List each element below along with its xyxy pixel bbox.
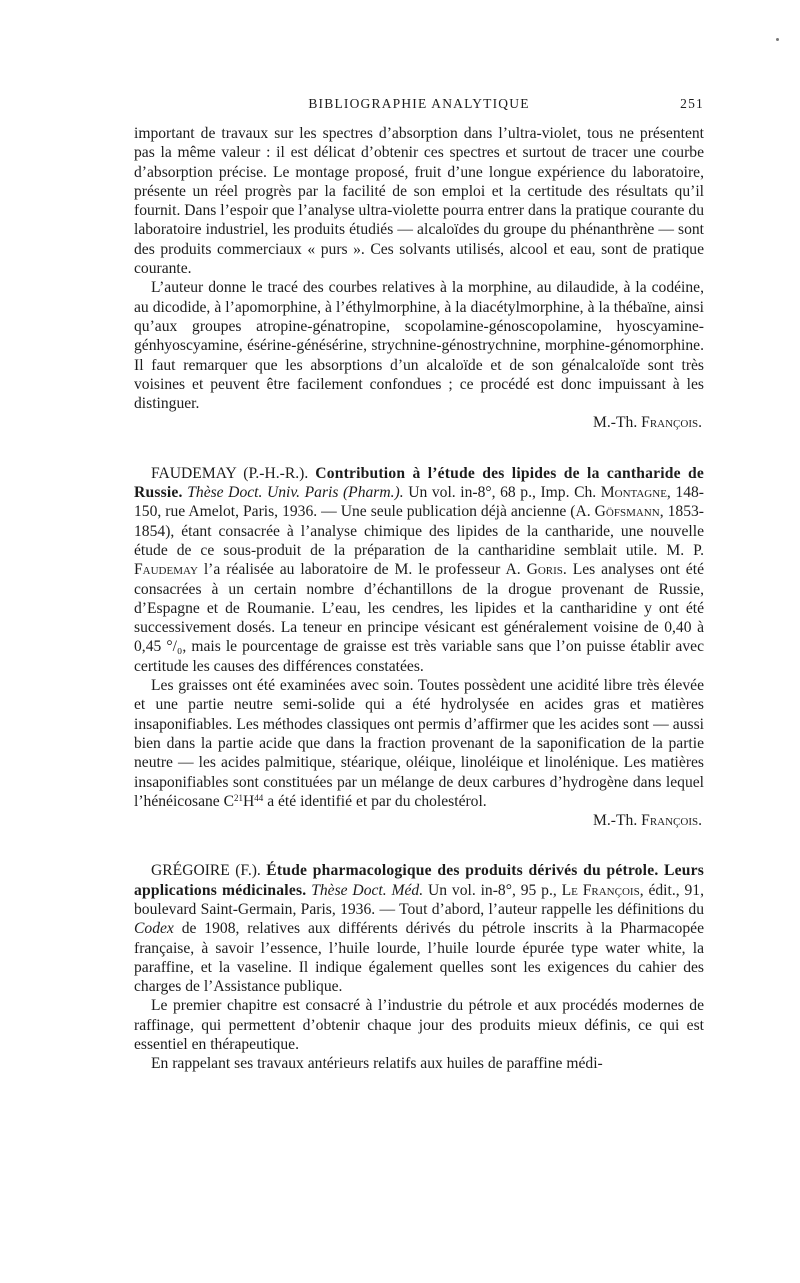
entry-thesis: Thèse Doct. Univ. Paris (Pharm.). xyxy=(187,484,404,502)
text-run: a été identifié et par du cholestérol. xyxy=(263,792,487,810)
entry-thesis: Thèse Doct. Méd. xyxy=(311,881,424,899)
text-run: de 1908, relatives aux différents dérivés du pétrole inscrits à la Pharmacopée française, à savoir l’essence, l’huile lourde, l’huile lourde épurée type water white, la paraffine, et la vaseline. Il indique également quelles sont les exigences du cahier des charges de l’Assistance publique. xyxy=(134,920,704,996)
running-header xyxy=(134,94,704,116)
review-continued xyxy=(134,124,704,433)
printer-name: Montagne, xyxy=(600,484,671,502)
cited-author: Göfsmann, xyxy=(594,503,664,521)
text-run: l’a réalisée au laboratoire de M. le professeur A. xyxy=(203,561,521,579)
page-number: 251 xyxy=(680,96,704,111)
review-gregoire xyxy=(134,861,704,1073)
text-run: édit., 91, boulevard Saint-Germain, Paris, 1936. — Tout d’abord, l’auteur rappelle les définitions du xyxy=(134,881,705,918)
text-run: Les graisses ont été examinées avec soin. Toutes possèdent une acidité libre très élevée et une partie neutre semi-solide qui a été hydrolysée en acides gras et matières insaponifiables. Les méthodes classiques ont permis d’affirmer que les acides sont — aussi bien dans la partie acide que dans la fraction provenant de la saponification de la partie neutre — les acides palmitique, stéarique, oléique, linoléique et linolénique. Les matières insaponifiables sont constituées par un mélange de deux carbures d’hydrogène dans lequel l’hénéicosane C xyxy=(134,677,704,810)
text-run: Un vol. in-8°, 95 p., xyxy=(427,881,557,899)
reviewer-signature xyxy=(134,413,704,432)
text-run: Les analyses ont été consacrées à un certain nombre d’échantillons de la drogue provenant de Russie, d’Espagne et de Roumanie. L’eau, les cendres, les lipides et la cantharidine y ont été successivement dosés. La teneur en principe vésicant est généralement voisine de 0,40 à 0,45 °/₀, mais le pourcentage de graisse est très variable sans que l’on puisse établir avec certitude les causes des différences constatées. xyxy=(134,561,704,675)
publisher-name: Le François, xyxy=(561,881,644,899)
formula-subscript: 44 xyxy=(254,792,264,803)
signature-initials: M.-Th. xyxy=(593,812,638,830)
paragraph: Le premier chapitre est consacré à l’industrie du pétrole et aux procédés modernes de raffinage, qui permettent d’obtenir chaque jour des produits mieux définis, ce qui est essentiel en thérapeutique. xyxy=(134,997,704,1054)
text-run: H xyxy=(243,792,255,810)
professor-name: Goris. xyxy=(526,561,567,579)
text-run: 1853-1854), étant consacrée à l’analyse chimique des lipides de la cantharide, une nouvelle étude de ce sous-produit de la préparation de la cantharidine semblait utile. M. P. xyxy=(134,503,704,559)
codex-title: Codex xyxy=(134,920,174,938)
signature-name: François. xyxy=(641,812,702,830)
entry-author: FAUDEMAY (P.-H.-R.). xyxy=(151,464,309,482)
entry-first-paragraph xyxy=(134,464,704,676)
entry-author: GRÉGOIRE (F.). xyxy=(151,862,261,880)
text-run: 148-150, rue Amelot, Paris, 1936. — Une seule publication déjà ancienne (A. xyxy=(134,484,704,521)
book-page xyxy=(134,94,704,1074)
review-faudemay xyxy=(134,464,704,831)
reviewer-signature xyxy=(134,811,704,830)
entry-title: Étude pharmacologique des produits dérivés du pétrole. Leurs applications médicinales. xyxy=(134,862,705,899)
signature-name: François. xyxy=(641,414,702,432)
scan-speck xyxy=(776,38,779,41)
formula-subscript: 21 xyxy=(234,792,244,803)
author-name: Faudemay xyxy=(134,561,198,579)
paragraph: En rappelant ses travaux antérieurs relatifs aux huiles de paraffine médi- xyxy=(151,1055,603,1073)
paragraph: important de travaux sur les spectres d’absorption dans l’ultra-violet, tous ne présentent pas la même valeur : il est délicat d’obtenir ces spectres et surtout de tracer une courbe d’absorption précise. Le montage proposé, fruit d’une longue expérience du laboratoire, présente un réel progrès par la facilité de son emploi et la certitude des résultats qu’il fournit. Dans l’espoir que l’analyse ultra-violette pourra entrer dans la pratique courante du laboratoire industriel, les produits étudiés — alcaloïdes du groupe du phénanthrène — sont des produits commerciaux « purs ». Ces solvants utilisés, alcool et eau, sont de pratique courante. xyxy=(134,125,704,278)
signature-initials: M.-Th. xyxy=(593,414,638,432)
paragraph xyxy=(134,676,704,811)
text-run: Un vol. in-8°, 68 p., Imp. Ch. xyxy=(408,484,597,502)
paragraph: L’auteur donne le tracé des courbes relatives à la morphine, au dilaudide, à la codéine, au dicodide, à l’apomorphine, à l’éthylmorphine, à la diacétylmorphine, à la thébaïne, ainsi qu’aux groupes atropine-génatropine, scopolamine-génoscopolamine, hyoscyamine-génhyoscyamine, ésérine-génésérine, strychnine-génostrychnine, morphine-génomorphine. Il faut remarquer que les absorptions d’un alcaloïde et de son génalcaloïde sont très voisines et peuvent être facilement confondues ; ce procédé est donc impuissant à les distinguer. xyxy=(134,279,704,413)
entry-title: Contribution à l’étude des lipides de la cantharide de Russie. xyxy=(134,464,704,502)
running-title: BIBLIOGRAPHIE ANALYTIQUE xyxy=(308,96,530,111)
entry-first-paragraph xyxy=(134,861,704,996)
